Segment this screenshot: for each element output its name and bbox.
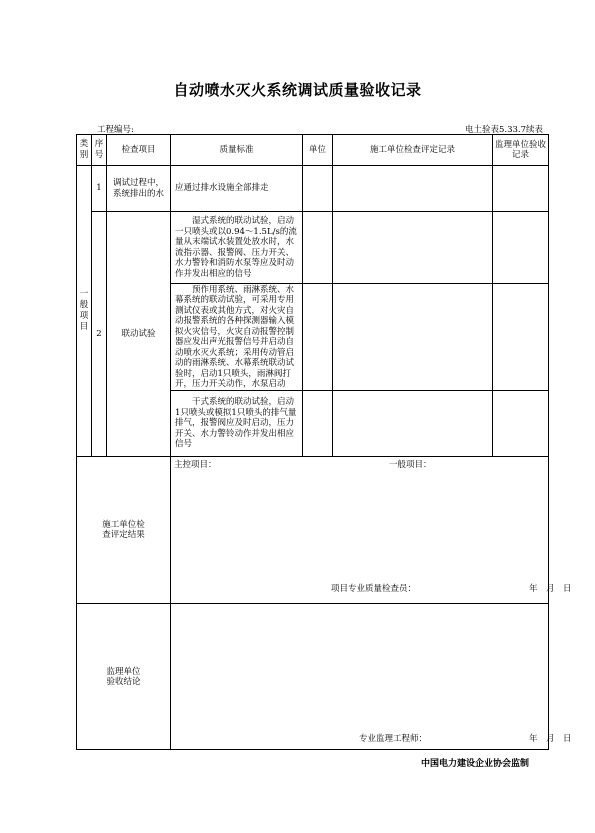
table-row [77,166,549,212]
inspection-table [76,134,572,750]
header-construction-result: 施工单位检查评定记录 [333,135,493,166]
row-item: 调试过程中，系统排出的水 [107,166,171,212]
header-unit: 单位 [303,135,333,166]
project-number-label: 工程编号: [97,125,134,135]
row-standard: 预作用系统、雨淋系统、水幕系统的联动试验，可采用专用测试仪表或其他方式，对火灾自动报警系统的各种探测器输入模拟火灾信号，火灾自动报警控制器应发出声光报警信号并启动自动喷水灭火系统；采用传动管启动的雨淋系统、水幕系统联动试验时，启动1只喷头，雨淋阀打开，压力开关动作，水泵启动 [171,284,303,391]
supervision-date-label: 年 月 日 [529,734,572,744]
main-items-label: 主控项目： [174,460,217,470]
construction-result-cell[interactable] [333,284,493,391]
construction-result-cell[interactable] [333,212,493,284]
supervision-record-cell[interactable] [493,391,549,457]
quality-inspector-label: 项目专业质量检查员： [331,584,417,594]
form-code: 电土验表5.33.7续表 [464,125,543,135]
unit-cell[interactable] [303,284,333,391]
supervision-record-cell[interactable] [493,284,549,391]
table-header-row [77,135,549,166]
header-category: 类别 [77,135,92,166]
supervision-section-label: 监理单位验收结论 [77,604,171,750]
row-item: 联动试验 [107,212,171,457]
supervision-record-cell[interactable] [493,166,549,212]
header-item: 检查项目 [107,135,171,166]
construction-section-row [77,457,549,604]
general-items-label: 一般项目： [389,460,432,470]
construction-date-label: 年 月 日 [529,584,572,594]
construction-result-area[interactable] [171,457,572,604]
unit-cell[interactable] [303,212,333,284]
header-seq: 序号 [92,135,107,166]
row-standard: 应通过排水设施全部排走 [171,166,303,212]
row-standard: 湿式系统的联动试验，启动一只喷头或以0.94～1.5L/s的流量从末端试水装置处放水时，水流指示器、报警阀、压力开关、水力警铃和消防水泵等应及时动作并发出相应的信号 [171,212,303,284]
category-general: 一般项目 [77,166,92,457]
supervision-record-cell[interactable] [493,212,549,284]
supervision-section-row [77,604,549,750]
unit-cell[interactable] [303,166,333,212]
table-row [77,212,549,284]
row-standard: 干式系统的联动试验，启动1只喷头或模拟1只喷头的排气量排气，报警阀应及时启动，压力开关、水力警铃动作并发出相应信号 [171,391,303,457]
row-seq: 1 [92,166,107,212]
supervision-conclusion-area[interactable] [171,604,572,750]
header-supervision-record: 监理单位验收记录 [493,135,549,166]
row-seq: 2 [92,212,107,457]
construction-result-cell[interactable] [333,166,493,212]
unit-cell[interactable] [303,391,333,457]
construction-result-cell[interactable] [333,391,493,457]
supervision-engineer-label: 专业监理工程师： [359,734,428,744]
construction-section-label: 施工单位检查评定结果 [77,457,171,604]
footer-issuer: 中国电力建设企业协会监制 [420,759,529,769]
page-title: 自动喷水灭火系统调试质量验收记录 [173,81,422,99]
header-standard: 质量标准 [171,135,303,166]
